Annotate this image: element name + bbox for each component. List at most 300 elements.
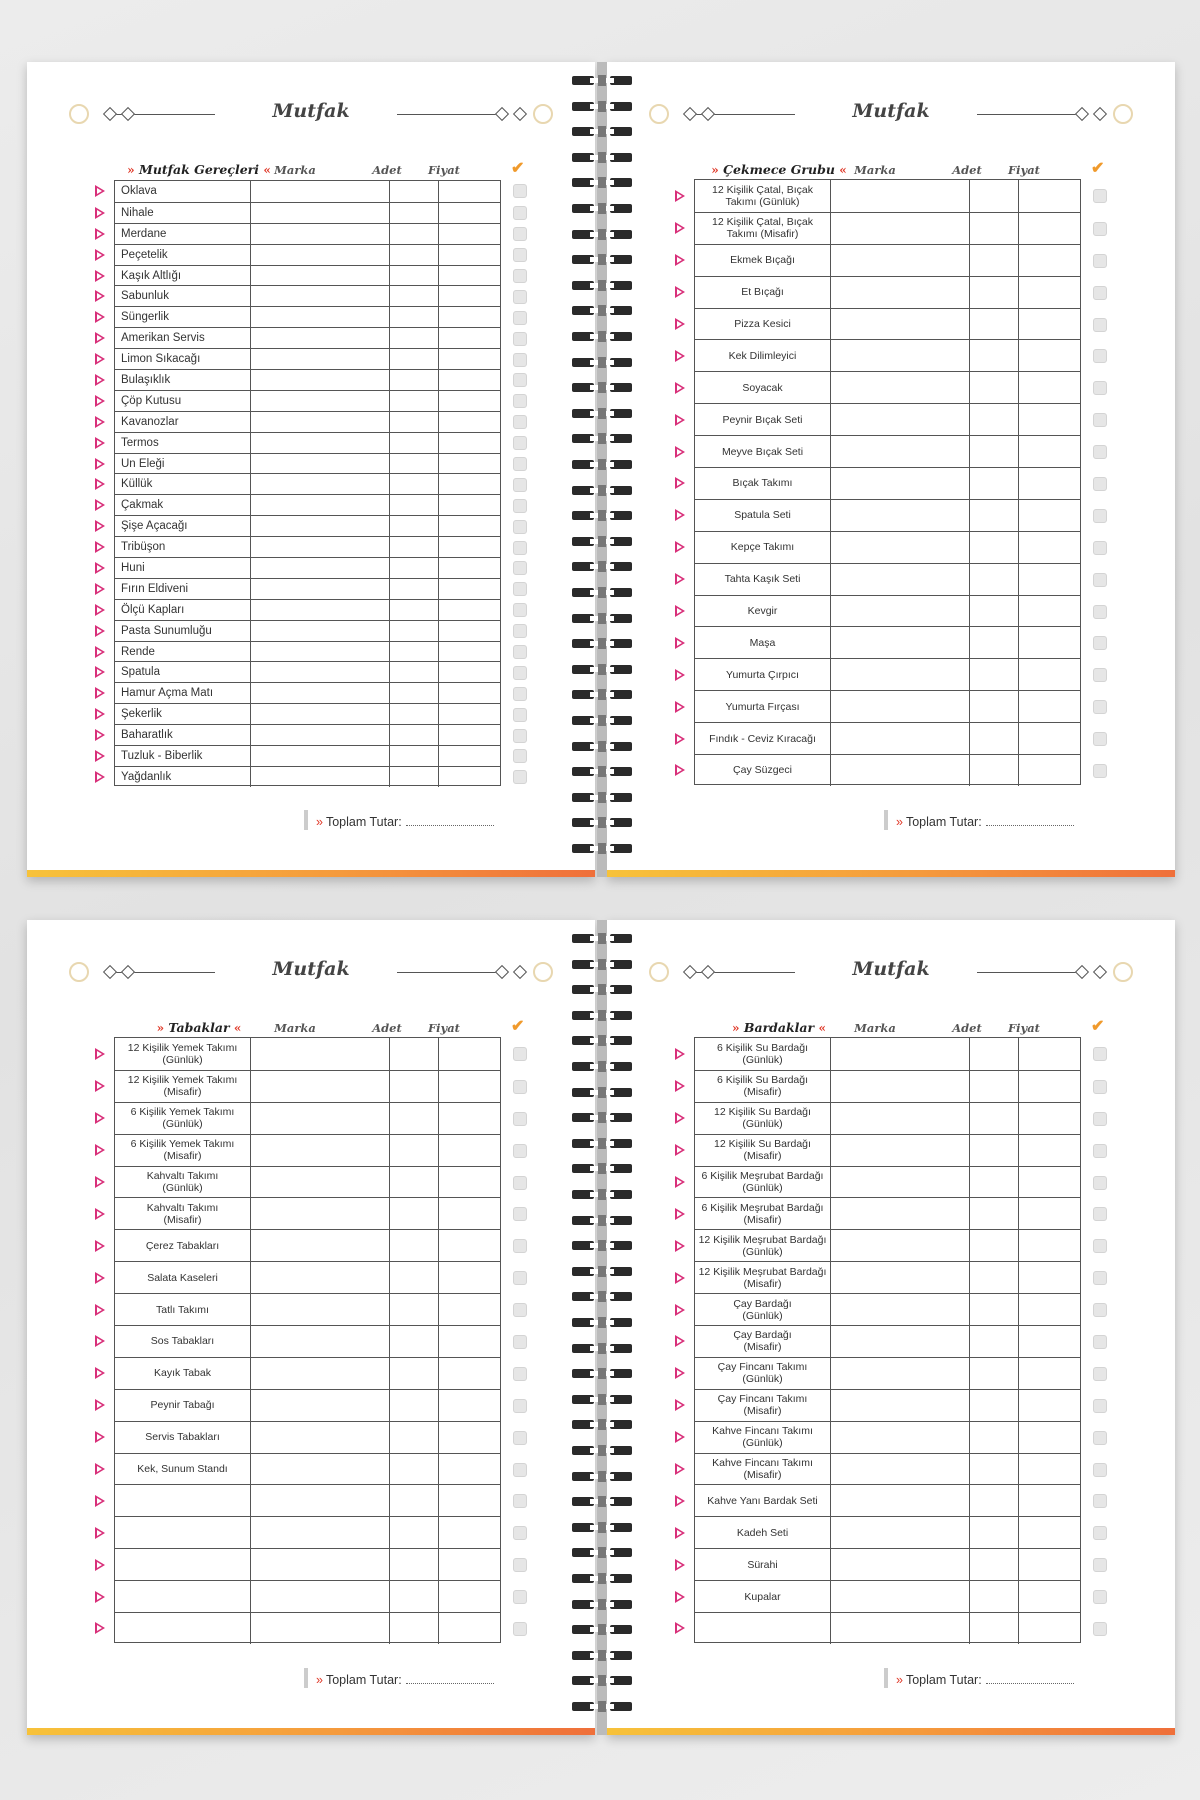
cell-fiyat[interactable] xyxy=(439,1262,500,1293)
cell-fiyat[interactable] xyxy=(1019,1198,1080,1229)
cell-marka[interactable] xyxy=(251,1454,390,1485)
cell-marka[interactable] xyxy=(251,746,390,766)
cell-fiyat[interactable] xyxy=(439,370,500,390)
row-checkbox[interactable] xyxy=(1093,1047,1107,1061)
cell-fiyat[interactable] xyxy=(1019,340,1080,371)
cell-adet[interactable] xyxy=(390,642,439,662)
row-checkbox[interactable] xyxy=(1093,636,1107,650)
cell-marka[interactable] xyxy=(251,1294,390,1325)
cell-fiyat[interactable] xyxy=(1019,1167,1080,1198)
cell-marka[interactable] xyxy=(251,224,390,244)
total-input[interactable] xyxy=(406,1673,494,1684)
cell-marka[interactable] xyxy=(251,1135,390,1166)
cell-fiyat[interactable] xyxy=(1019,1135,1080,1166)
cell-adet[interactable] xyxy=(970,1581,1019,1612)
cell-adet[interactable] xyxy=(390,370,439,390)
row-checkbox[interactable] xyxy=(513,1207,527,1221)
cell-marka[interactable] xyxy=(831,1038,970,1070)
cell-adet[interactable] xyxy=(390,1517,439,1548)
row-checkbox[interactable] xyxy=(1093,1112,1107,1126)
row-checkbox[interactable] xyxy=(513,394,527,408)
cell-marka[interactable] xyxy=(831,1517,970,1548)
cell-adet[interactable] xyxy=(970,1198,1019,1229)
cell-fiyat[interactable] xyxy=(1019,1581,1080,1612)
row-checkbox[interactable] xyxy=(1093,349,1107,363)
cell-marka[interactable] xyxy=(251,1167,390,1198)
cell-adet[interactable] xyxy=(390,600,439,620)
cell-marka[interactable] xyxy=(831,564,970,595)
row-checkbox[interactable] xyxy=(1093,1176,1107,1190)
row-checkbox[interactable] xyxy=(513,729,527,743)
cell-marka[interactable] xyxy=(831,1454,970,1485)
cell-fiyat[interactable] xyxy=(1019,1071,1080,1102)
cell-fiyat[interactable] xyxy=(439,307,500,327)
cell-adet[interactable] xyxy=(970,1326,1019,1357)
cell-marka[interactable] xyxy=(831,277,970,308)
cell-adet[interactable] xyxy=(970,755,1019,786)
row-checkbox[interactable] xyxy=(513,269,527,283)
row-checkbox[interactable] xyxy=(513,1047,527,1061)
row-checkbox[interactable] xyxy=(1093,445,1107,459)
cell-adet[interactable] xyxy=(970,627,1019,658)
row-checkbox[interactable] xyxy=(1093,1335,1107,1349)
cell-adet[interactable] xyxy=(390,1135,439,1166)
cell-adet[interactable] xyxy=(390,1071,439,1102)
row-checkbox[interactable] xyxy=(513,645,527,659)
cell-marka[interactable] xyxy=(831,1390,970,1421)
cell-adet[interactable] xyxy=(970,436,1019,467)
cell-fiyat[interactable] xyxy=(1019,691,1080,722)
cell-fiyat[interactable] xyxy=(439,642,500,662)
row-checkbox[interactable] xyxy=(1093,668,1107,682)
cell-adet[interactable] xyxy=(390,266,439,286)
row-checkbox[interactable] xyxy=(1093,189,1107,203)
total-input[interactable] xyxy=(406,815,494,826)
cell-fiyat[interactable] xyxy=(439,746,500,766)
cell-fiyat[interactable] xyxy=(1019,1485,1080,1516)
cell-adet[interactable] xyxy=(390,1038,439,1070)
row-checkbox[interactable] xyxy=(513,770,527,784)
row-checkbox[interactable] xyxy=(513,184,527,198)
cell-adet[interactable] xyxy=(970,1135,1019,1166)
row-checkbox[interactable] xyxy=(513,1112,527,1126)
row-checkbox[interactable] xyxy=(1093,1271,1107,1285)
cell-adet[interactable] xyxy=(390,328,439,348)
cell-adet[interactable] xyxy=(970,500,1019,531)
row-checkbox[interactable] xyxy=(513,478,527,492)
cell-marka[interactable] xyxy=(251,266,390,286)
cell-adet[interactable] xyxy=(390,181,439,202)
cell-fiyat[interactable] xyxy=(439,662,500,682)
cell-adet[interactable] xyxy=(390,454,439,474)
cell-marka[interactable] xyxy=(831,309,970,340)
cell-fiyat[interactable] xyxy=(439,1326,500,1357)
cell-adet[interactable] xyxy=(970,468,1019,499)
cell-fiyat[interactable] xyxy=(439,1613,500,1644)
cell-marka[interactable] xyxy=(251,579,390,599)
cell-adet[interactable] xyxy=(970,1549,1019,1580)
cell-fiyat[interactable] xyxy=(439,537,500,557)
cell-adet[interactable] xyxy=(970,1613,1019,1644)
cell-adet[interactable] xyxy=(390,725,439,745)
cell-fiyat[interactable] xyxy=(439,725,500,745)
cell-adet[interactable] xyxy=(970,372,1019,403)
cell-fiyat[interactable] xyxy=(439,1454,500,1485)
cell-fiyat[interactable] xyxy=(439,683,500,703)
cell-marka[interactable] xyxy=(831,691,970,722)
row-checkbox[interactable] xyxy=(1093,1494,1107,1508)
cell-adet[interactable] xyxy=(390,621,439,641)
cell-fiyat[interactable] xyxy=(1019,1326,1080,1357)
cell-marka[interactable] xyxy=(251,391,390,411)
row-checkbox[interactable] xyxy=(1093,1558,1107,1572)
cell-adet[interactable] xyxy=(970,277,1019,308)
cell-marka[interactable] xyxy=(251,495,390,515)
cell-marka[interactable] xyxy=(251,704,390,724)
row-checkbox[interactable] xyxy=(513,1431,527,1445)
cell-marka[interactable] xyxy=(251,370,390,390)
row-checkbox[interactable] xyxy=(1093,605,1107,619)
cell-adet[interactable] xyxy=(970,1071,1019,1102)
cell-fiyat[interactable] xyxy=(1019,468,1080,499)
cell-fiyat[interactable] xyxy=(439,412,500,432)
cell-adet[interactable] xyxy=(970,309,1019,340)
cell-fiyat[interactable] xyxy=(439,1294,500,1325)
row-checkbox[interactable] xyxy=(513,1144,527,1158)
cell-fiyat[interactable] xyxy=(1019,1038,1080,1070)
cell-adet[interactable] xyxy=(390,558,439,578)
cell-adet[interactable] xyxy=(970,404,1019,435)
cell-fiyat[interactable] xyxy=(439,1167,500,1198)
cell-marka[interactable] xyxy=(831,340,970,371)
cell-marka[interactable] xyxy=(251,203,390,223)
cell-adet[interactable] xyxy=(390,224,439,244)
row-checkbox[interactable] xyxy=(1093,1144,1107,1158)
cell-marka[interactable] xyxy=(251,245,390,265)
cell-marka[interactable] xyxy=(251,1358,390,1389)
cell-fiyat[interactable] xyxy=(1019,1422,1080,1453)
total-input[interactable] xyxy=(986,815,1074,826)
row-checkbox[interactable] xyxy=(1093,1367,1107,1381)
cell-marka[interactable] xyxy=(831,213,970,244)
cell-adet[interactable] xyxy=(970,245,1019,276)
cell-fiyat[interactable] xyxy=(1019,436,1080,467)
cell-adet[interactable] xyxy=(390,1613,439,1644)
cell-adet[interactable] xyxy=(970,1103,1019,1134)
cell-marka[interactable] xyxy=(251,1038,390,1070)
row-checkbox[interactable] xyxy=(513,436,527,450)
cell-marka[interactable] xyxy=(831,596,970,627)
cell-fiyat[interactable] xyxy=(439,454,500,474)
cell-fiyat[interactable] xyxy=(439,391,500,411)
row-checkbox[interactable] xyxy=(513,1622,527,1636)
row-checkbox[interactable] xyxy=(1093,1239,1107,1253)
cell-marka[interactable] xyxy=(251,1517,390,1548)
cell-marka[interactable] xyxy=(831,1262,970,1293)
cell-fiyat[interactable] xyxy=(1019,1454,1080,1485)
cell-marka[interactable] xyxy=(251,454,390,474)
cell-adet[interactable] xyxy=(970,1262,1019,1293)
cell-marka[interactable] xyxy=(251,662,390,682)
cell-marka[interactable] xyxy=(251,307,390,327)
cell-adet[interactable] xyxy=(970,1038,1019,1070)
cell-marka[interactable] xyxy=(831,1230,970,1261)
cell-adet[interactable] xyxy=(390,1390,439,1421)
cell-adet[interactable] xyxy=(970,1485,1019,1516)
row-checkbox[interactable] xyxy=(513,1335,527,1349)
cell-fiyat[interactable] xyxy=(1019,755,1080,786)
cell-adet[interactable] xyxy=(390,1581,439,1612)
cell-fiyat[interactable] xyxy=(1019,404,1080,435)
cell-fiyat[interactable] xyxy=(1019,627,1080,658)
cell-adet[interactable] xyxy=(390,391,439,411)
cell-fiyat[interactable] xyxy=(1019,1549,1080,1580)
cell-marka[interactable] xyxy=(831,1294,970,1325)
cell-adet[interactable] xyxy=(390,307,439,327)
row-checkbox[interactable] xyxy=(1093,381,1107,395)
cell-adet[interactable] xyxy=(970,1358,1019,1389)
cell-marka[interactable] xyxy=(251,683,390,703)
row-checkbox[interactable] xyxy=(513,687,527,701)
cell-marka[interactable] xyxy=(831,1167,970,1198)
cell-marka[interactable] xyxy=(251,642,390,662)
cell-adet[interactable] xyxy=(970,1390,1019,1421)
cell-marka[interactable] xyxy=(831,1485,970,1516)
row-checkbox[interactable] xyxy=(513,1463,527,1477)
cell-fiyat[interactable] xyxy=(439,1422,500,1453)
cell-adet[interactable] xyxy=(390,349,439,369)
row-checkbox[interactable] xyxy=(513,499,527,513)
cell-marka[interactable] xyxy=(251,1262,390,1293)
cell-adet[interactable] xyxy=(970,1517,1019,1548)
cell-marka[interactable] xyxy=(251,474,390,494)
cell-adet[interactable] xyxy=(390,1326,439,1357)
row-checkbox[interactable] xyxy=(513,457,527,471)
row-checkbox[interactable] xyxy=(513,749,527,763)
cell-adet[interactable] xyxy=(390,1549,439,1580)
cell-marka[interactable] xyxy=(831,1581,970,1612)
cell-adet[interactable] xyxy=(390,516,439,536)
cell-fiyat[interactable] xyxy=(439,767,500,787)
row-checkbox[interactable] xyxy=(1093,222,1107,236)
cell-adet[interactable] xyxy=(390,1103,439,1134)
row-checkbox[interactable] xyxy=(513,1558,527,1572)
cell-adet[interactable] xyxy=(970,180,1019,212)
cell-marka[interactable] xyxy=(831,627,970,658)
row-checkbox[interactable] xyxy=(513,1526,527,1540)
cell-adet[interactable] xyxy=(970,564,1019,595)
cell-fiyat[interactable] xyxy=(1019,500,1080,531)
cell-adet[interactable] xyxy=(390,1198,439,1229)
cell-fiyat[interactable] xyxy=(1019,277,1080,308)
cell-fiyat[interactable] xyxy=(1019,659,1080,690)
cell-adet[interactable] xyxy=(970,723,1019,754)
row-checkbox[interactable] xyxy=(1093,1463,1107,1477)
row-checkbox[interactable] xyxy=(513,311,527,325)
cell-adet[interactable] xyxy=(970,532,1019,563)
row-checkbox[interactable] xyxy=(513,248,527,262)
cell-adet[interactable] xyxy=(390,1485,439,1516)
cell-fiyat[interactable] xyxy=(439,1390,500,1421)
row-checkbox[interactable] xyxy=(1093,541,1107,555)
cell-marka[interactable] xyxy=(831,1358,970,1389)
cell-fiyat[interactable] xyxy=(439,1517,500,1548)
cell-marka[interactable] xyxy=(251,328,390,348)
cell-marka[interactable] xyxy=(831,659,970,690)
cell-marka[interactable] xyxy=(831,1135,970,1166)
cell-marka[interactable] xyxy=(251,349,390,369)
cell-marka[interactable] xyxy=(831,723,970,754)
cell-fiyat[interactable] xyxy=(1019,1517,1080,1548)
cell-adet[interactable] xyxy=(390,537,439,557)
row-checkbox[interactable] xyxy=(513,666,527,680)
cell-adet[interactable] xyxy=(970,213,1019,244)
cell-fiyat[interactable] xyxy=(439,1038,500,1070)
row-checkbox[interactable] xyxy=(513,1239,527,1253)
cell-marka[interactable] xyxy=(251,600,390,620)
cell-marka[interactable] xyxy=(831,500,970,531)
row-checkbox[interactable] xyxy=(1093,286,1107,300)
cell-adet[interactable] xyxy=(390,286,439,306)
cell-marka[interactable] xyxy=(251,433,390,453)
row-checkbox[interactable] xyxy=(1093,318,1107,332)
row-checkbox[interactable] xyxy=(1093,413,1107,427)
row-checkbox[interactable] xyxy=(513,227,527,241)
cell-adet[interactable] xyxy=(970,1422,1019,1453)
cell-fiyat[interactable] xyxy=(439,1198,500,1229)
row-checkbox[interactable] xyxy=(1093,1303,1107,1317)
cell-fiyat[interactable] xyxy=(1019,213,1080,244)
cell-marka[interactable] xyxy=(251,286,390,306)
cell-adet[interactable] xyxy=(390,1167,439,1198)
cell-fiyat[interactable] xyxy=(1019,1262,1080,1293)
row-checkbox[interactable] xyxy=(1093,573,1107,587)
cell-fiyat[interactable] xyxy=(439,266,500,286)
row-checkbox[interactable] xyxy=(1093,477,1107,491)
cell-fiyat[interactable] xyxy=(439,1358,500,1389)
cell-fiyat[interactable] xyxy=(439,1549,500,1580)
cell-fiyat[interactable] xyxy=(439,224,500,244)
cell-marka[interactable] xyxy=(251,1549,390,1580)
row-checkbox[interactable] xyxy=(1093,1622,1107,1636)
cell-marka[interactable] xyxy=(831,245,970,276)
cell-marka[interactable] xyxy=(251,1230,390,1261)
row-checkbox[interactable] xyxy=(513,1271,527,1285)
cell-marka[interactable] xyxy=(251,181,390,202)
cell-marka[interactable] xyxy=(831,1103,970,1134)
cell-fiyat[interactable] xyxy=(439,600,500,620)
cell-marka[interactable] xyxy=(251,1198,390,1229)
cell-fiyat[interactable] xyxy=(439,474,500,494)
cell-fiyat[interactable] xyxy=(1019,1390,1080,1421)
row-checkbox[interactable] xyxy=(1093,1207,1107,1221)
cell-fiyat[interactable] xyxy=(1019,532,1080,563)
cell-fiyat[interactable] xyxy=(1019,1613,1080,1644)
cell-fiyat[interactable] xyxy=(439,558,500,578)
row-checkbox[interactable] xyxy=(1093,509,1107,523)
cell-fiyat[interactable] xyxy=(1019,1294,1080,1325)
cell-fiyat[interactable] xyxy=(439,1230,500,1261)
cell-fiyat[interactable] xyxy=(1019,564,1080,595)
row-checkbox[interactable] xyxy=(513,582,527,596)
cell-adet[interactable] xyxy=(390,203,439,223)
cell-marka[interactable] xyxy=(251,1103,390,1134)
cell-marka[interactable] xyxy=(251,1390,390,1421)
cell-fiyat[interactable] xyxy=(439,286,500,306)
cell-marka[interactable] xyxy=(831,1198,970,1229)
cell-marka[interactable] xyxy=(831,404,970,435)
cell-fiyat[interactable] xyxy=(1019,309,1080,340)
cell-marka[interactable] xyxy=(831,1549,970,1580)
row-checkbox[interactable] xyxy=(1093,1590,1107,1604)
cell-fiyat[interactable] xyxy=(439,1071,500,1102)
cell-fiyat[interactable] xyxy=(439,704,500,724)
row-checkbox[interactable] xyxy=(1093,1399,1107,1413)
row-checkbox[interactable] xyxy=(1093,254,1107,268)
cell-adet[interactable] xyxy=(970,1230,1019,1261)
cell-adet[interactable] xyxy=(390,245,439,265)
cell-fiyat[interactable] xyxy=(439,495,500,515)
cell-adet[interactable] xyxy=(390,683,439,703)
cell-fiyat[interactable] xyxy=(439,328,500,348)
cell-marka[interactable] xyxy=(831,436,970,467)
cell-adet[interactable] xyxy=(390,1422,439,1453)
row-checkbox[interactable] xyxy=(513,1494,527,1508)
cell-fiyat[interactable] xyxy=(439,245,500,265)
row-checkbox[interactable] xyxy=(513,603,527,617)
cell-adet[interactable] xyxy=(390,495,439,515)
cell-fiyat[interactable] xyxy=(1019,180,1080,212)
cell-fiyat[interactable] xyxy=(439,181,500,202)
cell-fiyat[interactable] xyxy=(439,203,500,223)
cell-marka[interactable] xyxy=(831,1326,970,1357)
row-checkbox[interactable] xyxy=(1093,764,1107,778)
cell-marka[interactable] xyxy=(251,1422,390,1453)
cell-fiyat[interactable] xyxy=(1019,1358,1080,1389)
cell-marka[interactable] xyxy=(831,1422,970,1453)
cell-fiyat[interactable] xyxy=(439,621,500,641)
cell-marka[interactable] xyxy=(831,1613,970,1644)
cell-fiyat[interactable] xyxy=(1019,245,1080,276)
cell-fiyat[interactable] xyxy=(1019,596,1080,627)
cell-adet[interactable] xyxy=(390,412,439,432)
cell-marka[interactable] xyxy=(251,767,390,787)
row-checkbox[interactable] xyxy=(513,290,527,304)
row-checkbox[interactable] xyxy=(513,1176,527,1190)
cell-marka[interactable] xyxy=(251,1071,390,1102)
cell-adet[interactable] xyxy=(390,474,439,494)
cell-adet[interactable] xyxy=(970,1294,1019,1325)
row-checkbox[interactable] xyxy=(513,373,527,387)
cell-adet[interactable] xyxy=(390,1358,439,1389)
cell-adet[interactable] xyxy=(390,433,439,453)
row-checkbox[interactable] xyxy=(513,520,527,534)
cell-adet[interactable] xyxy=(390,746,439,766)
cell-fiyat[interactable] xyxy=(439,1485,500,1516)
cell-marka[interactable] xyxy=(831,372,970,403)
cell-marka[interactable] xyxy=(251,537,390,557)
row-checkbox[interactable] xyxy=(513,415,527,429)
cell-fiyat[interactable] xyxy=(439,349,500,369)
cell-marka[interactable] xyxy=(251,621,390,641)
cell-adet[interactable] xyxy=(390,662,439,682)
row-checkbox[interactable] xyxy=(1093,1526,1107,1540)
cell-fiyat[interactable] xyxy=(439,1135,500,1166)
cell-adet[interactable] xyxy=(390,704,439,724)
cell-marka[interactable] xyxy=(251,1485,390,1516)
cell-marka[interactable] xyxy=(251,1326,390,1357)
row-checkbox[interactable] xyxy=(1093,732,1107,746)
